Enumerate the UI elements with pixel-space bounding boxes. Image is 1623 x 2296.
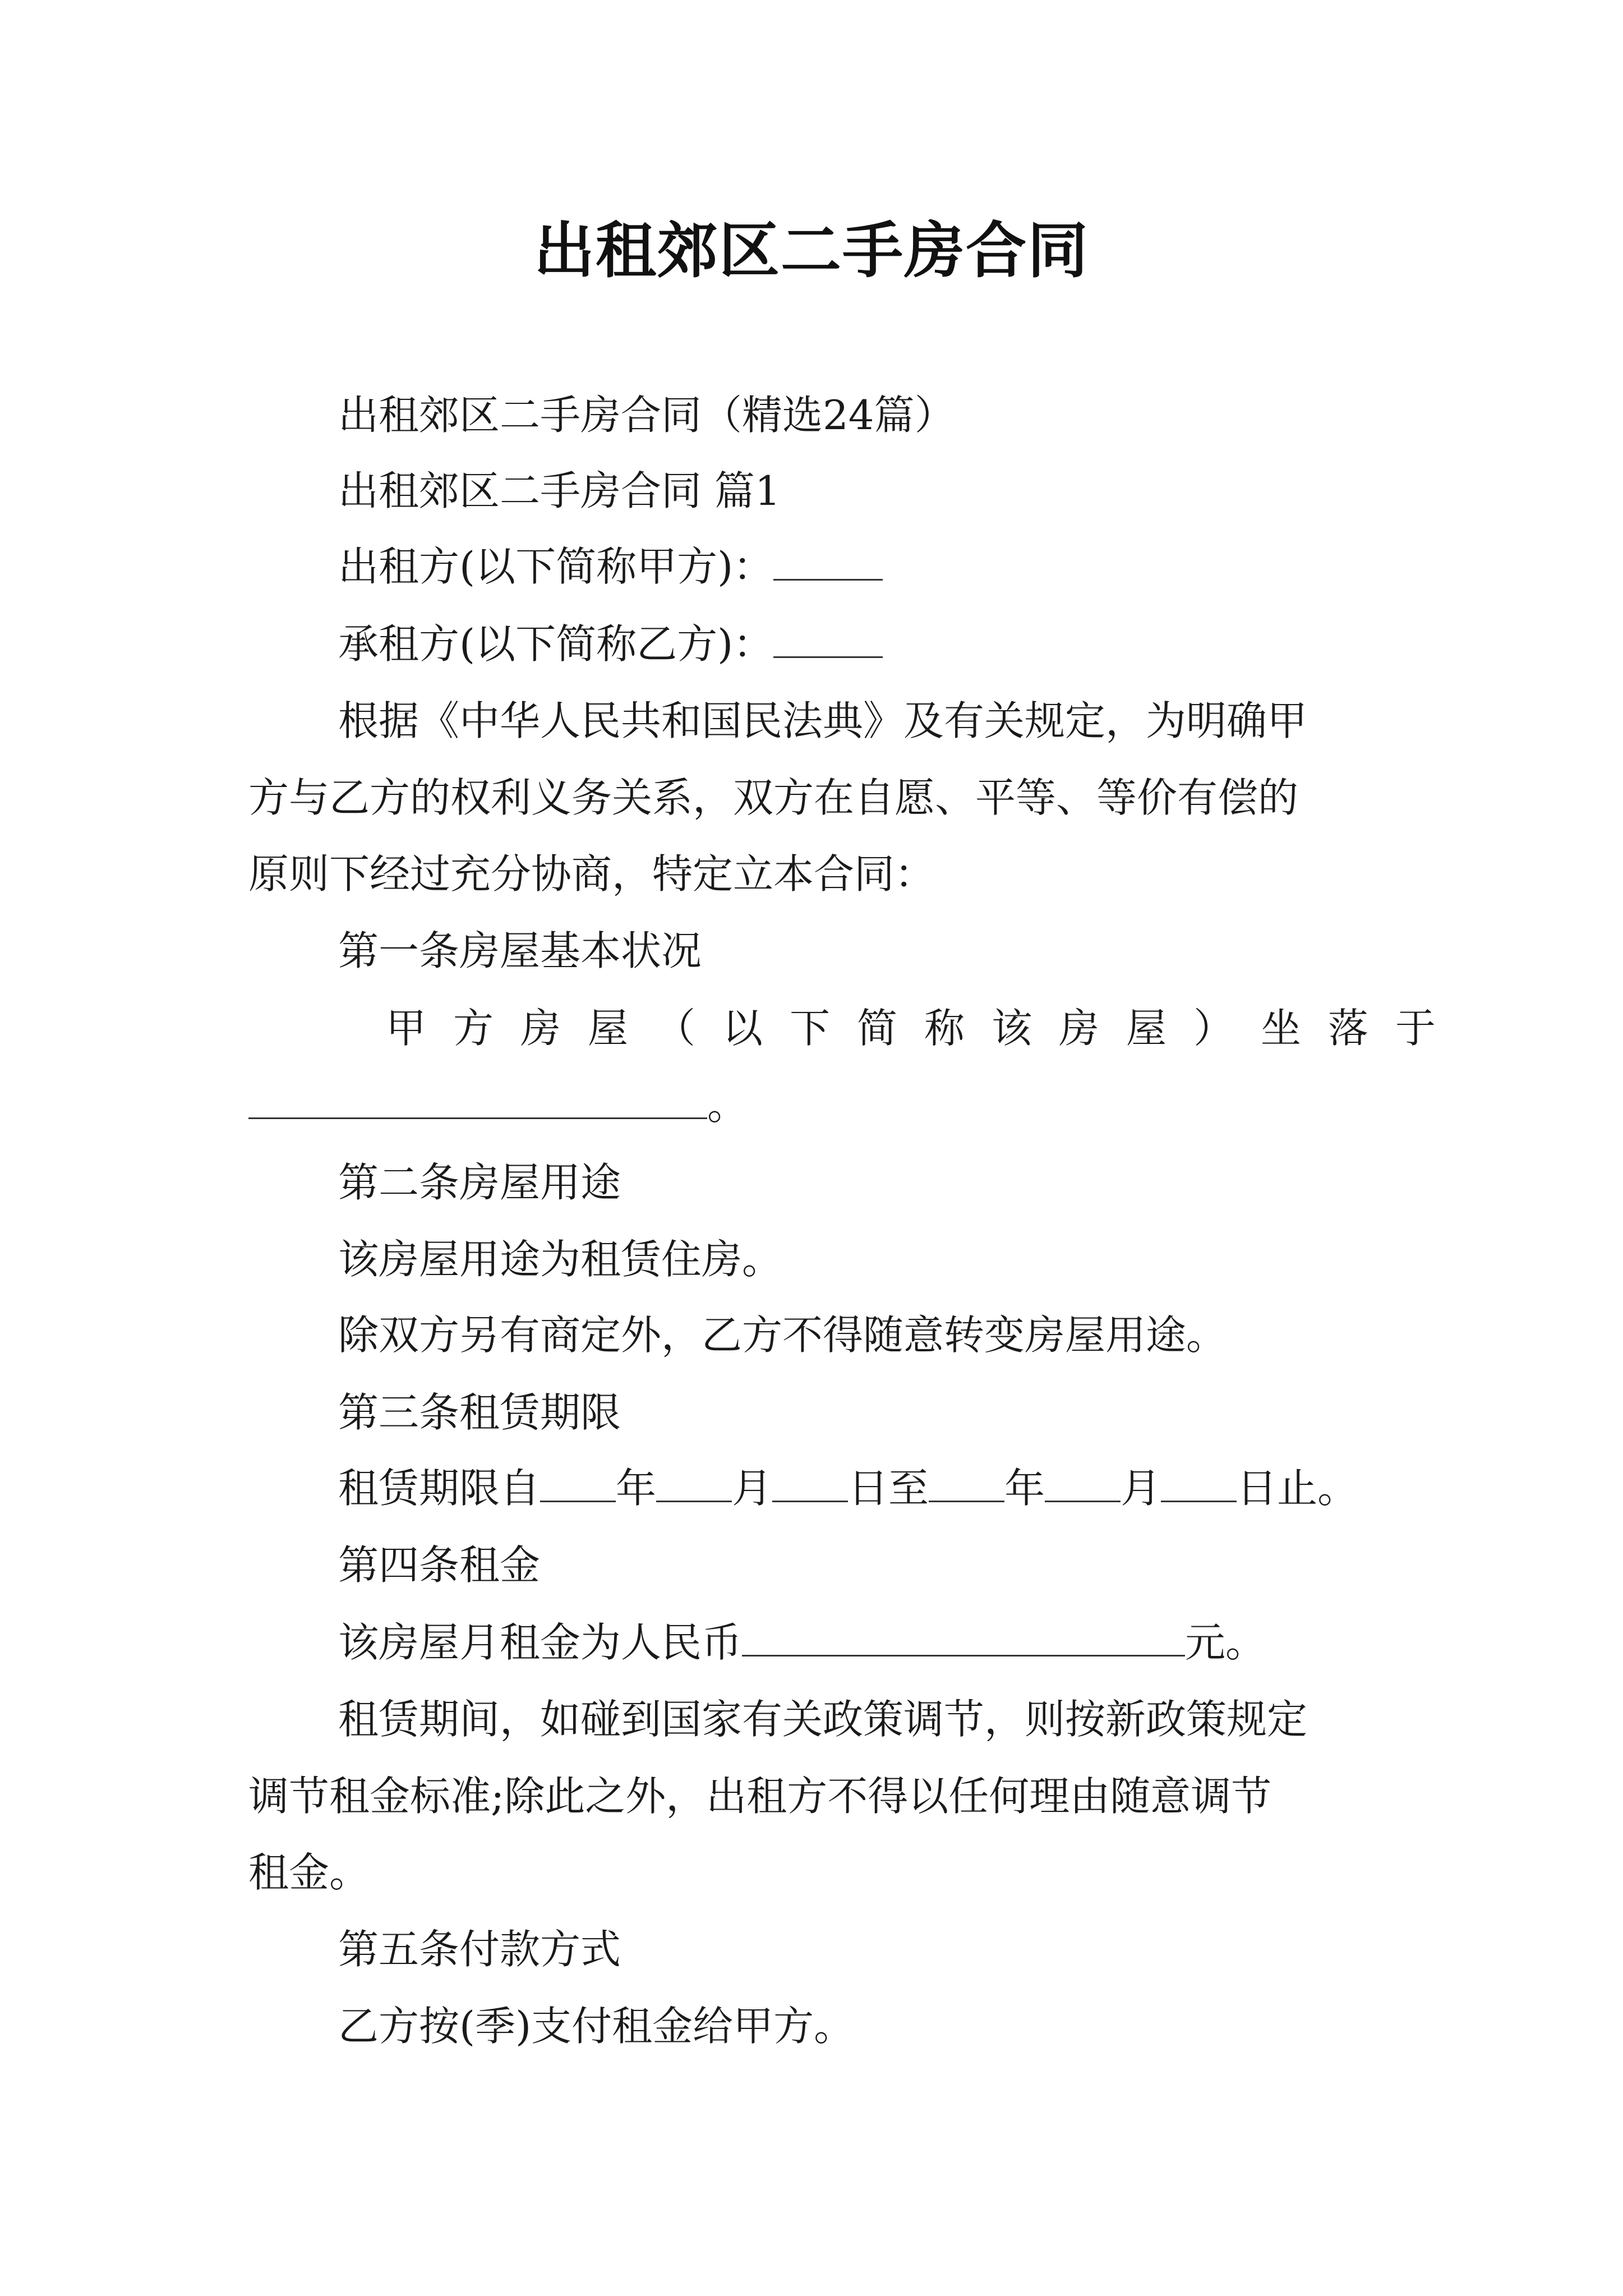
- start-year-blank: [540, 1464, 616, 1502]
- paragraph-line: 租赁期间，如碰到国家有关政策调节，则按新政策规定: [338, 1696, 1308, 1743]
- article-heading: 第一条房屋基本状况: [338, 927, 702, 974]
- location-blank-line: [248, 1077, 1376, 1133]
- rent-line: [248, 1614, 1376, 1671]
- year-label: 年: [1004, 1465, 1045, 1512]
- lease-term-line: [248, 1460, 1376, 1516]
- location-period: 。: [707, 1082, 748, 1129]
- paragraph-line: 乙方按(季)支付租金给甲方。: [338, 2003, 855, 2050]
- lessor-line: [248, 539, 1376, 595]
- start-day-blank: [772, 1464, 848, 1502]
- lessee-line: [248, 616, 1376, 672]
- rent-label: 该房屋月租金为人民币: [338, 1619, 743, 1666]
- rent-amount-blank: [742, 1618, 1185, 1657]
- lessor-label: 出租方(以下简称甲方)：: [338, 543, 774, 590]
- lessor-blank: [773, 542, 883, 581]
- paragraph-line: 该房屋用途为租赁住房。: [338, 1236, 783, 1283]
- location-label: 甲方房屋（以下简称该房屋）坐落于: [386, 1005, 1463, 1052]
- article-heading: 第五条付款方式: [338, 1926, 621, 1973]
- year-label: 年: [616, 1465, 657, 1512]
- section-heading: 出租郊区二手房合同 篇1: [338, 467, 781, 514]
- article-heading: 第二条房屋用途: [338, 1159, 621, 1206]
- paragraph-line: 除双方另有商定外，乙方不得随意转变房屋用途。: [338, 1312, 1227, 1359]
- start-month-blank: [656, 1464, 732, 1502]
- location-line: [248, 1000, 1463, 1056]
- paragraph-line: 调节租金标准;除此之外，出租方不得以任何理由随意调节: [248, 1773, 1272, 1820]
- location-blank: [248, 1080, 707, 1119]
- end-month-blank: [1045, 1464, 1121, 1502]
- document-title: 出租郊区二手房合同: [533, 215, 1089, 286]
- rent-unit: 元。: [1185, 1619, 1266, 1666]
- day-to-label: 日至: [848, 1465, 929, 1512]
- month-label: 月: [732, 1465, 773, 1512]
- month-label: 月: [1121, 1465, 1161, 1512]
- article-heading: 第三条租赁期限: [338, 1389, 621, 1436]
- paragraph-line: 根据《中华人民共和国民法典》及有关规定，为明确甲: [338, 697, 1308, 744]
- article-heading: 第四条租金: [338, 1542, 541, 1589]
- end-day-blank: [1161, 1464, 1237, 1502]
- lessee-label: 承租方(以下简称乙方)：: [338, 620, 774, 668]
- end-year-blank: [929, 1464, 1004, 1502]
- paragraph-line: 方与乙方的权利义务关系，双方在自愿、平等、等价有偿的: [248, 774, 1299, 821]
- paragraph-line: 原则下经过充分协商，特定立本合同：: [248, 850, 935, 898]
- lessee-blank: [773, 619, 883, 658]
- day-end-label: 日止。: [1237, 1465, 1358, 1512]
- lease-term-label: 租赁期限自: [338, 1465, 541, 1512]
- subtitle-line: 出租郊区二手房合同（精选24篇）: [338, 392, 955, 439]
- paragraph-line: 租金。: [248, 1849, 370, 1896]
